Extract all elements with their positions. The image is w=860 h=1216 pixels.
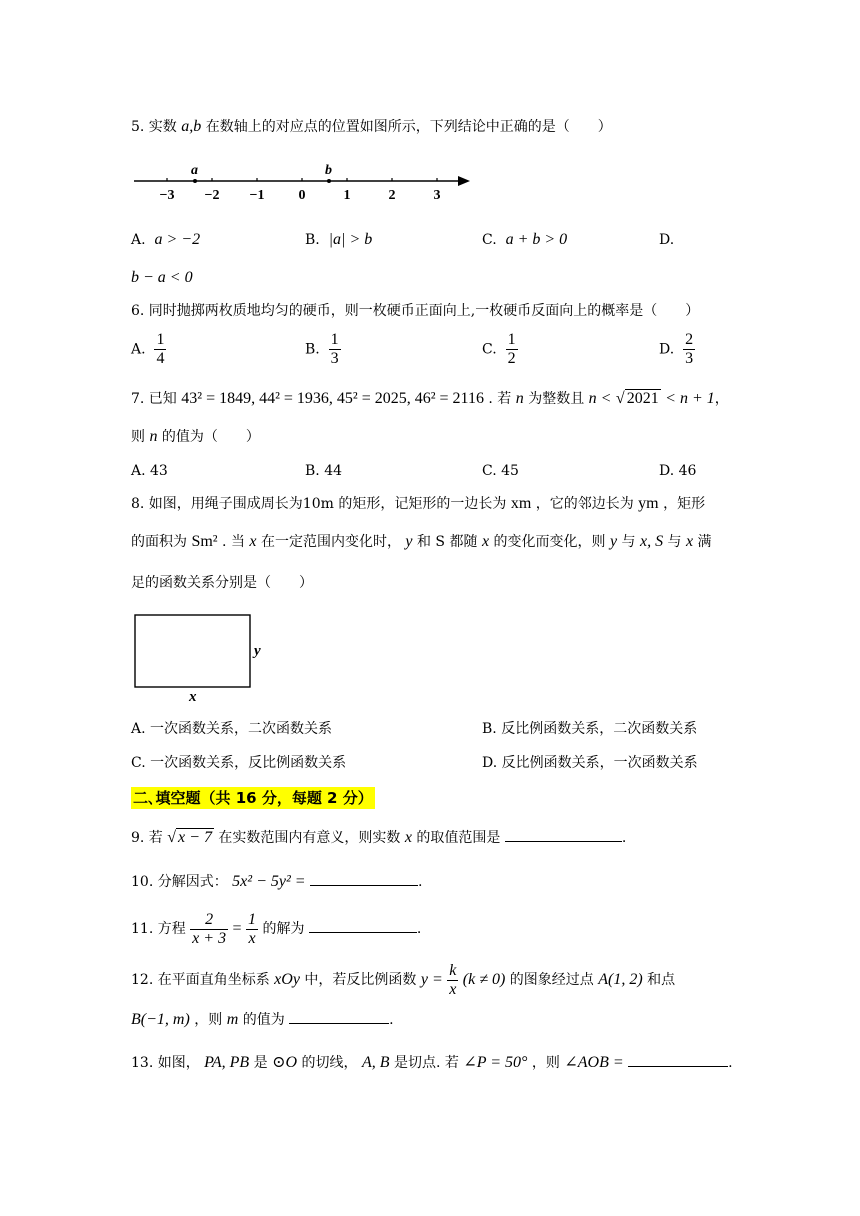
q5-point-b: b (325, 163, 332, 178)
q7-option-a: A. 43 (131, 463, 168, 479)
q5-point-a: a (191, 163, 198, 178)
q10-expr: 5x² − 5y² = (232, 873, 306, 890)
q9: 9. 若 √ x − 7 在实数范围内有意义，则实数 x 的取值范围是 . (131, 829, 627, 846)
q13: 13. 如图， PA, PB 是 ⊙O 的切线， A, B 是切点. 若 ∠P = 50° ，则 ∠AOB = . (131, 1054, 733, 1071)
q11: 11. 方程 $\frac{2}{x + 3}$ = $\frac{1}{x}$ 的解为 . (131, 910, 422, 947)
q8-option-b: B. 反比例函数关系，二次函数关系 (482, 721, 698, 737)
q6-option-b: B. $\frac{1}{3}$ (305, 331, 339, 367)
q8-option-d: D. 反比例函数关系，一次函数关系 (482, 755, 698, 771)
q9-answer-blank[interactable] (505, 827, 622, 842)
q6-option-d: D. $\frac{2}{3}$ (659, 331, 694, 367)
q5-option-b: B. |a| > b (305, 231, 373, 248)
q8-fig-label-y: y (254, 643, 261, 659)
q6-option-a-fraction: $\frac{1}{4}$ (156, 331, 165, 367)
q5-tick-label: −2 (204, 188, 220, 203)
q9-sqrt: √ x − 7 (167, 829, 212, 846)
q11-answer-blank[interactable] (309, 918, 417, 933)
q8-rectangle-figure (128, 608, 278, 704)
q11-left-fraction: $\frac{2}{x + 3}$ (192, 910, 227, 947)
q5-option-d-expr-line (131, 268, 193, 288)
q5-option-b-expr: |a| > b (328, 231, 373, 248)
q7-line2: 则 n 的值为（ ） (131, 428, 260, 445)
q5-stem (131, 117, 612, 137)
q5-stem-text: 5. 实数 (131, 119, 177, 135)
q7-option-d: D. 46 (659, 463, 697, 479)
q7-option-b: B. 44 (305, 463, 343, 479)
q10-answer-blank[interactable] (310, 871, 418, 886)
q6-option-b-fraction: $\frac{1}{3}$ (330, 331, 339, 367)
q7-squares: 43² = 1849, 44² = 1936, 45² = 2025, 46² = 2116 (181, 390, 484, 407)
q8-line3: 足的函数关系分别是（ ） (131, 575, 313, 591)
q7-sqrt: √ 2021 (615, 390, 659, 407)
section-heading: 二､填空题（共 16 分，每题 2 分） (133, 789, 373, 807)
q5-vars: a,b (181, 118, 202, 135)
q10: 10. 分解因式： 5x² − 5y² = . (131, 873, 423, 890)
q5-option-c-expr: a + b > 0 (505, 231, 568, 248)
q5-tick-label: −3 (159, 188, 175, 203)
q5-stem-text-2: 在数轴上的对应点的位置如图所示，下列结论中正确的是（ ） (205, 119, 612, 135)
q7-stem: 7. 已知 43² = 1849, 44² = 1936, 45² = 2025, 46² = 2116 . 若 n 为整数且 n < √ 2021 < n + 1， (131, 390, 729, 407)
q8-option-a: A. 一次函数关系，二次函数关系 (131, 721, 333, 737)
q6-option-a: A. $\frac{1}{4}$ (131, 331, 165, 367)
q12-answer-blank[interactable] (289, 1009, 389, 1024)
q5-number-line (128, 158, 478, 206)
q12-function-fraction: $\frac{k}{x}$ (449, 961, 457, 998)
q5-tick-label: −1 (249, 188, 265, 203)
q5-tick-label: 2 (388, 188, 396, 203)
q6-option-d-fraction: $\frac{2}{3}$ (685, 331, 694, 367)
q6-stem: 6. 同时抛掷两枚质地均匀的硬币，则一枚硬币正面向上,一枚硬币反面向上的概率是（ ） (131, 303, 700, 319)
q5-option-d: D. (659, 232, 675, 248)
q5-option-a: A. a > −2 (131, 231, 201, 248)
q12-line2: B(−1, m) ，则 m 的值为 . (131, 1011, 394, 1028)
q5-option-d-expr: b − a < 0 (131, 269, 193, 286)
q8-line2: 的面积为 Sm² . 当 x 在一定范围内变化时， y 和 S 都随 x 的变化而变化，则 y 与 x, S 与 x 满 (131, 533, 712, 550)
q5-option-a-expr: a > −2 (154, 231, 201, 248)
q5-tick-label: 1 (343, 188, 351, 203)
q11-right-fraction: $\frac{1}{x}$ (248, 910, 257, 947)
q8-fig-label-x: x (189, 689, 197, 704)
q5-tick-label: 3 (433, 188, 441, 203)
q8-line1: 8. 如图，用绳子围成周长为10m 的矩形，记矩形的一边长为 xm ，它的邻边长为 ym ，矩形 (131, 495, 706, 512)
q6-option-c: C. $\frac{1}{2}$ (482, 331, 516, 367)
q8-option-c: C. 一次函数关系，反比例函数关系 (131, 755, 347, 771)
q6-option-c-fraction: $\frac{1}{2}$ (507, 331, 516, 367)
q13-answer-blank[interactable] (628, 1052, 728, 1067)
q7-option-c: C. 45 (482, 463, 519, 479)
q5-option-c: C. a + b > 0 (482, 231, 568, 248)
q5-tick-label: 0 (298, 188, 306, 203)
q12-line1: 12. 在平面直角坐标系 xOy 中，若反比例函数 y = $\frac{k}{x}$ (k ≠ 0) 的图象经过点 A(1, 2) 和点 (131, 961, 676, 998)
